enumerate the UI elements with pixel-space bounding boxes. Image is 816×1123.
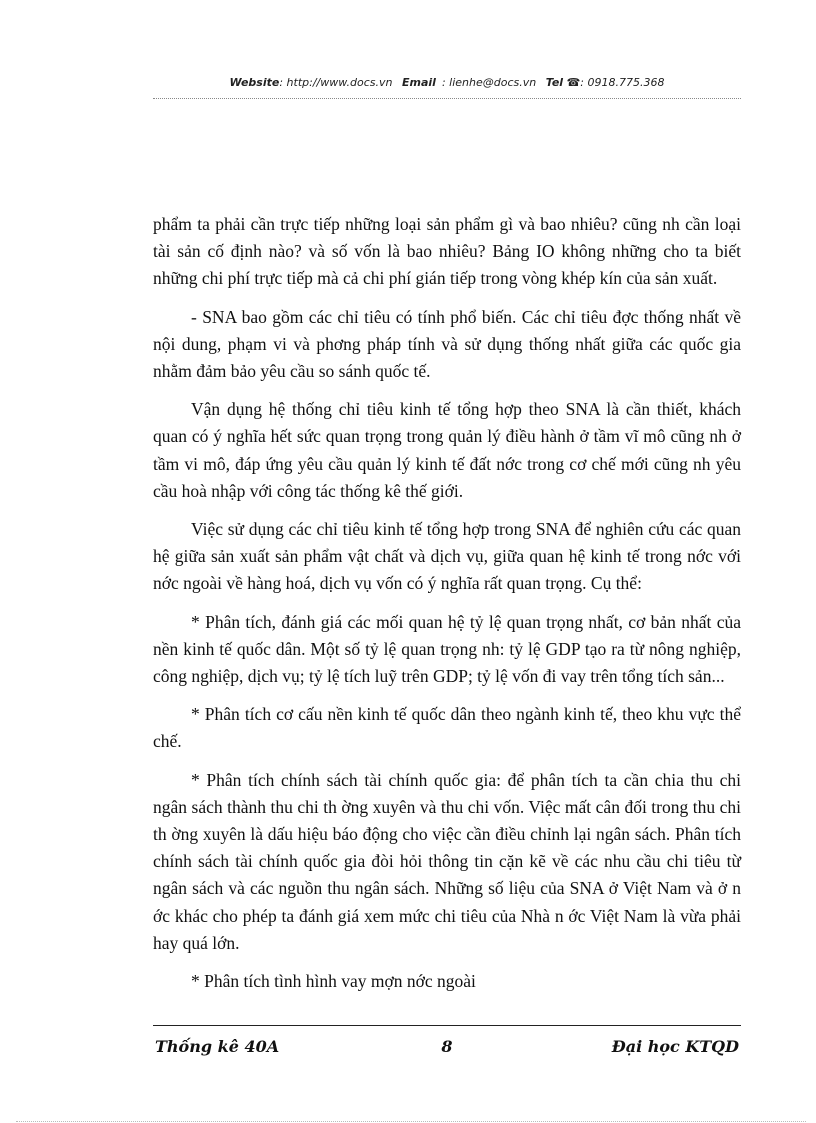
email-label: Email [402,76,436,89]
footer-class-label: Thống kê 40A [155,1037,280,1056]
email-value: : lienhe@docs.vn [441,76,537,89]
footer-university-label: Đại học KTQD [611,1037,739,1056]
bullet-fiscal-policy: * Phân tích chính sách tài chính quốc gia: để phân tích ta cần chia thu chi ngân sách thành thu chi th ờng xuyên và thu chi vốn. Việc mất cân đối trong thu chi th ờng xuyên là dấu hiệu báo động cho việc cần điều chỉnh lại ngân sách. Phân tích chính sách tài chính quốc gia đòi hỏi thông tin cặn kẽ về các nhu cầu chi tiêu từ ngân sách và các nguồn thu ngân sách. Những số liệu của SNA ở Việt Nam và ở n ớc khác cho phép ta đánh giá xem mức chi tiêu của Nhà n ớc Việt Nam là vừa phải hay quá lớn. [153,769,741,953]
page-number: 8 [441,1037,453,1056]
paragraph-continuation: phẩm ta phải cần trực tiếp những loại sản phẩm gì và bao nhiêu? cũng nh cần loại tài sản cố định nào? và số vốn là bao nhiêu? Bảng IO không những cho ta biết những chi phí trực tiếp mà cả chi phí gián tiếp trong vòng khép kín của sản xuất. [153,214,741,289]
page-header [153,76,741,89]
footer-divider [153,1025,741,1026]
bullet-ratio-analysis: * Phân tích, đánh giá các mối quan hệ tỷ lệ quan trọng nhất, cơ bản nhất của nền kinh tế quốc dân. Một số tỷ lệ quan trọng nh: tỷ lệ GDP tạo ra từ nông nghiệp, công nghiệp, dịch vụ; tỷ lệ tích luỹ trên GDP; tỷ lệ vốn đi vay trên tổng tích sản... [153,611,741,687]
page-footer [153,1037,741,1063]
website-value: : http://www.docs.vn [279,76,393,89]
page-bottom-edge [16,1121,806,1122]
bullet-foreign-borrowing: * Phân tích tình hình vay mợn nớc ngoài [191,971,476,992]
phone-icon: ☎ [566,76,581,89]
paragraph-sna-indicators: - SNA bao gồm các chỉ tiêu có tính phổ biến. Các chỉ tiêu đợc thống nhất về nội dung, phạm vi và phơng pháp tính và sử dụng thống nhất giữa các quốc gia nhằm đảm bảo yêu cầu so sánh quốc tế. [153,306,741,382]
paragraph-applying-sna: Vận dụng hệ thống chỉ tiêu kinh tế tổng hợp theo SNA là cần thiết, khách quan có ý nghĩa hết sức quan trọng trong quản lý điều hành ở tầm vĩ mô cũng nh ở tầm vi mô, đáp ứng yêu cầu quản lý kinh tế đất nớc trong cơ chế mới cũng nh yêu cầu hoà nhập với công tác thống kê thế giới. [153,399,741,501]
bullet-structure-analysis: * Phân tích cơ cấu nền kinh tế quốc dân theo ngành kinh tế, theo khu vực thể chế. [153,704,741,752]
header-divider [153,98,741,99]
website-label: Website [229,76,280,89]
tel-label: Tel [545,76,564,89]
document-body [153,211,741,1006]
paragraph-using-indicators: Việc sử dụng các chỉ tiêu kinh tế tổng hợp trong SNA để nghiên cứu các quan hệ giữa sản xuất sản phẩm vật chất và dịch vụ, giữa quan hệ kinh tế trong nớc với nớc ngoài về hàng hoá, dịch vụ vốn có ý nghĩa rất quan trọng. Cụ thể: [153,519,741,594]
tel-value: : 0918.775.368 [580,76,665,89]
